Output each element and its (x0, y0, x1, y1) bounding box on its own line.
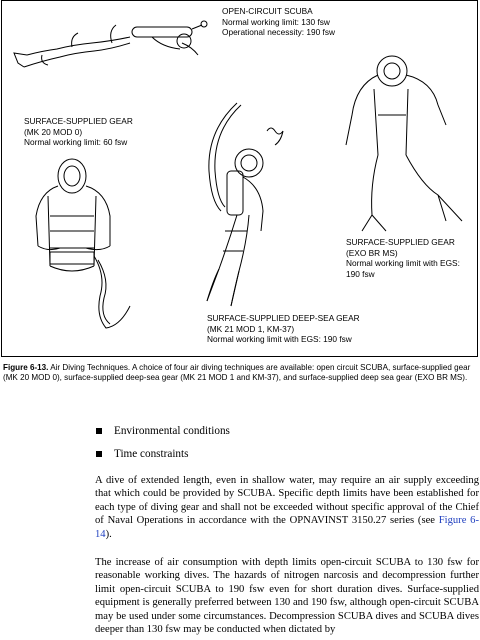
figure-panel (1, 0, 478, 357)
mk20-diver-illustration (30, 156, 140, 336)
exo-diver-illustration (342, 45, 472, 235)
exo-title: SURFACE-SUPPLIED GEAR (346, 237, 455, 247)
deepsea-model: (MK 21 MOD 1, KM-37) (207, 323, 295, 334)
mk20-model: (MK 20 MOD 0) (24, 126, 83, 137)
paragraph-air-supply (95, 474, 479, 541)
exo-working-limit: Normal working limit with EGS: (346, 258, 460, 269)
caption-text: Air Diving Techniques. A choice of four air diving techniques are available: open circuit SCUBA, surface-supplied gear (MK 20 MOD 0), surface-supplied deep-sea gear (MK 21 MOD 1 and KM-37), and surface-supplied deep sea gear (EXO BR MS). (3, 363, 471, 383)
exo-working-limit-value: 190 fsw (346, 268, 375, 279)
mk20-title: SURFACE-SUPPLIED GEAR (24, 116, 133, 126)
bullet-item (96, 425, 230, 437)
deepsea-title: SURFACE-SUPPLIED DEEP-SEA GEAR (207, 313, 360, 323)
paragraph-text: A dive of extended length, even in shallow water, may require an air supply exceeding that which could be provided by SCUBA. Specific depth limits have been established for each type of diving gear and shall not be exceeded without specific approval of the Chief of Naval Operations in accordance with the OPNAVINST 3150.27 series (see (95, 475, 479, 527)
figure-6-14-link[interactable]: Figure 6-14 (95, 515, 479, 540)
caption-label: Figure 6-13. (3, 363, 49, 372)
exo-model: (EXO BR MS) (346, 247, 398, 258)
figure-caption (3, 363, 473, 384)
scuba-diver-illustration (12, 7, 212, 77)
bullet-square-icon (96, 451, 102, 457)
bullet-text: Environmental conditions (114, 425, 230, 437)
scuba-operational-limit: Operational necessity: 190 fsw (222, 27, 335, 38)
bullet-text: Time constraints (114, 448, 189, 460)
deep-sea-diver-illustration (177, 101, 297, 311)
scuba-working-limit: Normal working limit: 130 fsw (222, 16, 330, 27)
bullet-item (96, 448, 188, 460)
bullet-square-icon (96, 428, 102, 434)
paragraph-text-end: ). (105, 528, 112, 540)
paragraph-depth-limits: The increase of air consumption with depth limits open-circuit SCUBA to 130 fsw for reasonable working dives. The hazards of nitrogen narcosis and decompression further limit open-circuit SCUBA to 190 fsw even for short duration dives. Surface-supplied equipment is generally preferred between 130 and 190 fsw, although open-circuit SCUBA may be used under some circumstances. Decompression SCUBA dives and SCUBA dives deeper than 130 fsw may be conducted when dictated by (95, 557, 479, 636)
mk20-working-limit: Normal working limit: 60 fsw (24, 137, 128, 148)
scuba-title: OPEN-CIRCUIT SCUBA (222, 6, 313, 16)
deepsea-working-limit: Normal working limit with EGS: 190 fsw (207, 334, 352, 345)
